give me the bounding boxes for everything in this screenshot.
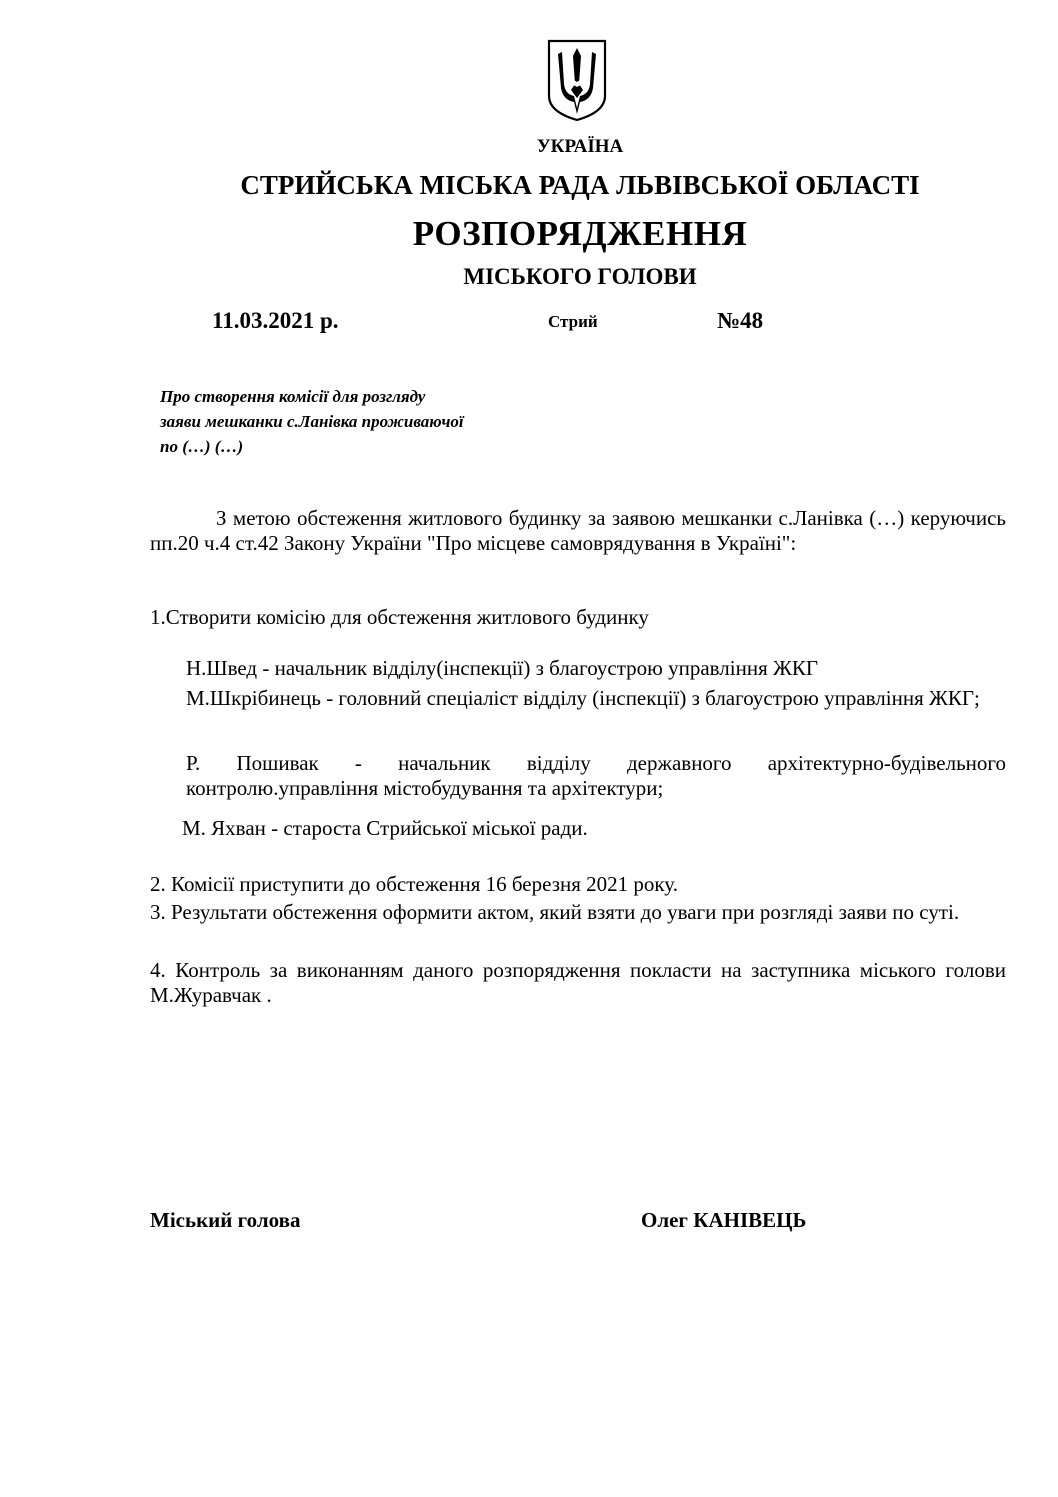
commission-member: М. Яхван - староста Стрийської міської ради.: [182, 816, 588, 840]
document-city: Стрий: [548, 312, 598, 331]
intro-paragraph: З метою обстеження житлового будинку за заявою мешканки с.Ланівка (…) керуючись пп.20 ч.4 ст.42 Закону України "Про місцеве самоврядування в Україні":: [150, 506, 1006, 555]
document-number: №48: [717, 308, 764, 333]
point-2: 2. Комісії приступити до обстеження 16 березня 2021 року.: [150, 872, 678, 896]
subject-line: заяви мешканки с.Ланівка проживаючої: [160, 412, 464, 431]
commission-member: М.Шкрібинець - головний спеціаліст відділу (інспекції) з благоустрою управління ЖКГ;: [186, 686, 980, 710]
issuer-title: МІСЬКОГО ГОЛОВИ: [463, 264, 697, 289]
coat-of-arms-icon: [546, 38, 608, 122]
document-date: 11.03.2021 р.: [212, 308, 339, 333]
point-1: 1.Створити комісію для обстеження житлового будинку: [150, 605, 649, 629]
point-4: 4. Контроль за виконанням даного розпорядження покласти на заступника міського голови М.Журавчак .: [150, 958, 1006, 1007]
document-type: РОЗПОРЯДЖЕННЯ: [412, 214, 748, 253]
document-subject: [160, 384, 600, 459]
point-3: 3. Результати обстеження оформити актом, який взяти до уваги при розгляді заяви по суті.: [150, 900, 960, 924]
council-name: СТРИЙСЬКА МІСЬКА РАДА ЛЬВІВСЬКОЇ ОБЛАСТІ: [240, 170, 920, 200]
commission-member: Н.Швед - начальник відділу(інспекції) з благоустрою управління ЖКГ: [186, 656, 818, 680]
country-name: УКРАЇНА: [536, 136, 624, 157]
signatory-title: Міський голова: [150, 1208, 301, 1232]
commission-member: Р. Пошивак - начальник відділу державного архітектурно-будівельного контролю.управління містобудування та архітектури;: [186, 751, 1006, 800]
subject-line: по (…) (…): [160, 437, 244, 456]
signatory-name: Олег КАНІВЕЦЬ: [641, 1208, 807, 1232]
subject-line: Про створення комісії для розгляду: [160, 387, 426, 406]
